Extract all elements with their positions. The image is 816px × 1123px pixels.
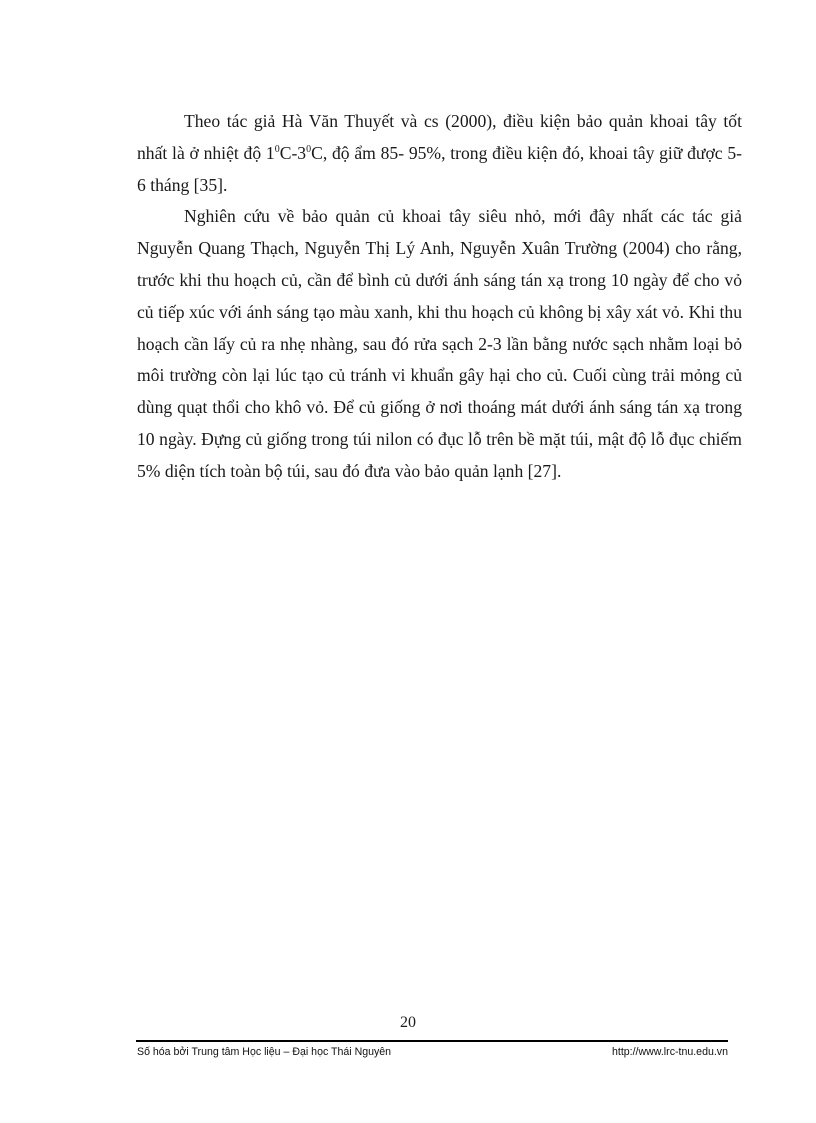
footer-credit: Số hóa bởi Trung tâm Học liệu – Đại học Thái Nguyên [137, 1046, 392, 1058]
superscript-degree-2: 0 [306, 143, 312, 155]
footer-divider [136, 1040, 728, 1042]
superscript-degree-1: 0 [274, 143, 280, 155]
document-body [137, 106, 742, 488]
paragraph-1-text-mid: C-3 [279, 142, 307, 163]
paragraph-1-text-end: C, độ ẩm 85- 95%, trong điều kiện đó, khoai tây giữ được 5-6 tháng [35]. [137, 142, 742, 195]
footer-url: http://www.lrc-tnu.edu.vn [612, 1046, 728, 1058]
paragraph-storage-conditions [137, 106, 742, 201]
paragraph-microtuber-storage: Nghiên cứu về bảo quản củ khoai tây siêu nhỏ, mới đây nhất các tác giả Nguyễn Quang Thạch, Nguyễn Thị Lý Anh, Nguyễn Xuân Trường (2004) cho rằng, trước khi thu hoạch củ, cần để bình củ dưới ánh sáng tán xạ trong 10 ngày để cho vỏ củ tiếp xúc với ánh sáng tạo màu xanh, khi thu hoạch củ không bị xây xát vỏ. Khi thu hoạch cần lấy củ ra nhẹ nhàng, sau đó rửa sạch 2-3 lần bằng nước sạch nhằm loại bỏ môi trường còn lại lúc tạo củ tránh vi khuẩn gây hại cho củ. Cuối cùng trải mỏng củ dùng quạt thổi cho khô vỏ. Để củ giống ở nơi thoáng mát dưới ánh sáng tán xạ trong 10 ngày. Đựng củ giống trong túi nilon có đục lỗ trên bề mặt túi, mật độ lỗ đục chiếm 5% diện tích toàn bộ túi, sau đó đưa vào bảo quản lạnh [27]. [137, 206, 742, 481]
paragraph-1-text-start: Theo tác giả Hà Văn Thuyết và cs (2000), điều kiện bảo quản khoai tây tốt nhất là ở nhiệt độ 1 [137, 111, 742, 163]
page-number: 20 [400, 1014, 416, 1031]
